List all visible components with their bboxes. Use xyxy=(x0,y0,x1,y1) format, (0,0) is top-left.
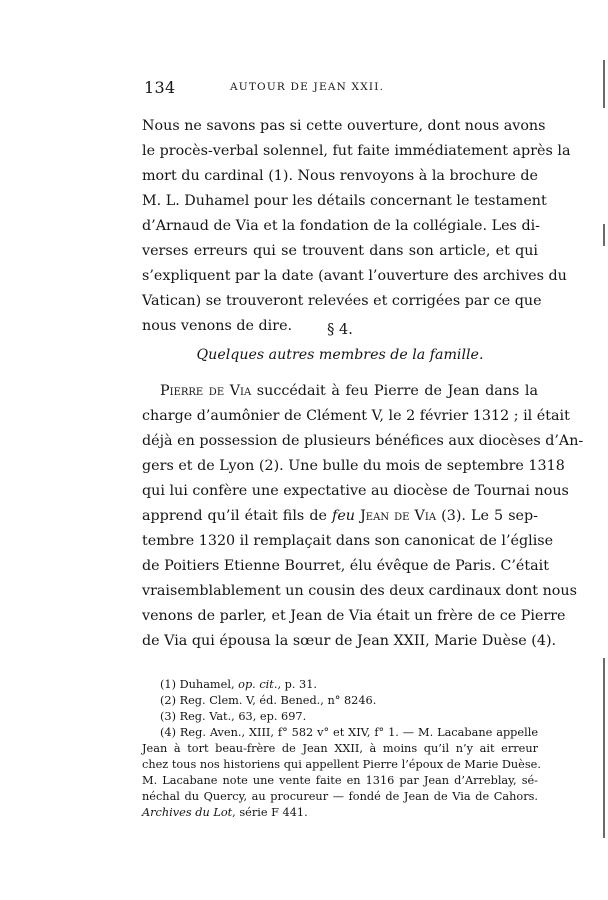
text-line: le procès-verbal solennel, fut faite immédiatement après la xyxy=(142,143,571,159)
text-line xyxy=(142,383,538,400)
footnote-1 xyxy=(160,678,538,692)
italic-word: Archives du Lot xyxy=(142,806,233,819)
footnote-4-line: M. Lacabane note une vente faite en 1316 par Jean d’Arreblay, sé- xyxy=(142,774,538,787)
text-line: M. L. Duhamel pour les détails concernant le testament xyxy=(142,193,547,209)
italic-word: op. cit. xyxy=(238,678,278,691)
text-run: (3). Le 5 sep- xyxy=(436,508,538,524)
text-run: (1) Duhamel, xyxy=(160,678,239,691)
text-line: qui lui confère une expectative au diocèse de Tournai nous xyxy=(142,483,569,499)
running-title: AUTOUR DE JEAN XXII. xyxy=(230,81,385,93)
text-line: s’expliquent par la date (avant l’ouverture des archives du xyxy=(142,268,567,284)
footnote-4-line: néchal du Quercy, au procureur — fondé de Jean de Via de Cahors. xyxy=(142,790,538,803)
text-line: verses erreurs qui se trouvent dans son article, et qui xyxy=(142,243,538,259)
person-name: Pierre de Via xyxy=(160,383,252,399)
text-line: venons de parler, et Jean de Via était un frère de ce Pierre xyxy=(142,608,566,624)
italic-word: feu xyxy=(332,508,355,524)
page-header xyxy=(144,78,540,102)
text-line: vraisemblablement un cousin des deux cardinaux dont nous xyxy=(142,583,577,599)
text-run: succédait à feu Pierre de Jean dans la xyxy=(251,383,538,399)
text-line: nous venons de dire. xyxy=(142,318,293,334)
text-line: Nous ne savons pas si cette ouverture, dont nous avons xyxy=(142,118,546,134)
scan-edge-mark xyxy=(603,224,605,246)
text-line: de Via qui épousa la sœur de Jean XXII, Marie Duèse (4). xyxy=(142,633,557,649)
page-number: 134 xyxy=(144,78,176,97)
footnote-4-line: chez tous nos historiens qui appellent Pierre l’époux de Marie Duèse. xyxy=(142,758,541,771)
text-run: apprend qu’il était fils de xyxy=(142,508,333,524)
text-line: Vatican) se trouveront relevées et corrigées par ce que xyxy=(142,293,542,309)
footnote-4-line xyxy=(142,806,538,820)
text-line: d’Arnaud de Via et la fondation de la collégiale. Les di- xyxy=(142,218,540,234)
text-line: gers et de Lyon (2). Une bulle du mois de septembre 1318 xyxy=(142,458,565,474)
scan-edge-mark xyxy=(603,658,605,838)
text-line: mort du cardinal (1). Nous renvoyons à la brochure de xyxy=(142,168,538,184)
section-title: Quelques autres membres de la famille. xyxy=(196,347,484,363)
footnote-2: (2) Reg. Clem. V, éd. Bened., n° 8246. xyxy=(160,694,377,707)
text-line: de Poitiers Etienne Bourret, élu évêque de Paris. C’était xyxy=(142,558,549,574)
person-name: Jean de Via xyxy=(360,508,437,524)
text-run: , p. 31. xyxy=(277,678,317,691)
section-number: § 4. xyxy=(327,322,353,338)
text-line xyxy=(142,508,538,525)
footnote-3: (3) Reg. Vat., 63, ep. 697. xyxy=(160,710,307,723)
text-line: déjà en possession de plusieurs bénéfices aux diocèses d’An- xyxy=(142,433,584,449)
text-run: , série F 441. xyxy=(232,806,308,819)
text-line: charge d’aumônier de Clément V, le 2 février 1312 ; il était xyxy=(142,408,570,424)
footnote-4-line: (4) Reg. Aven., XIII, f° 582 v° et XIV, f° 1. — M. Lacabane appelle xyxy=(160,726,538,739)
footnote-4-line: Jean à tort beau-frère de Jean XXII, à moins qu’il n’y ait erreur xyxy=(142,742,538,755)
text-line: tembre 1320 il remplaçait dans son canonicat de l’église xyxy=(142,533,554,549)
scan-edge-mark xyxy=(603,60,605,108)
